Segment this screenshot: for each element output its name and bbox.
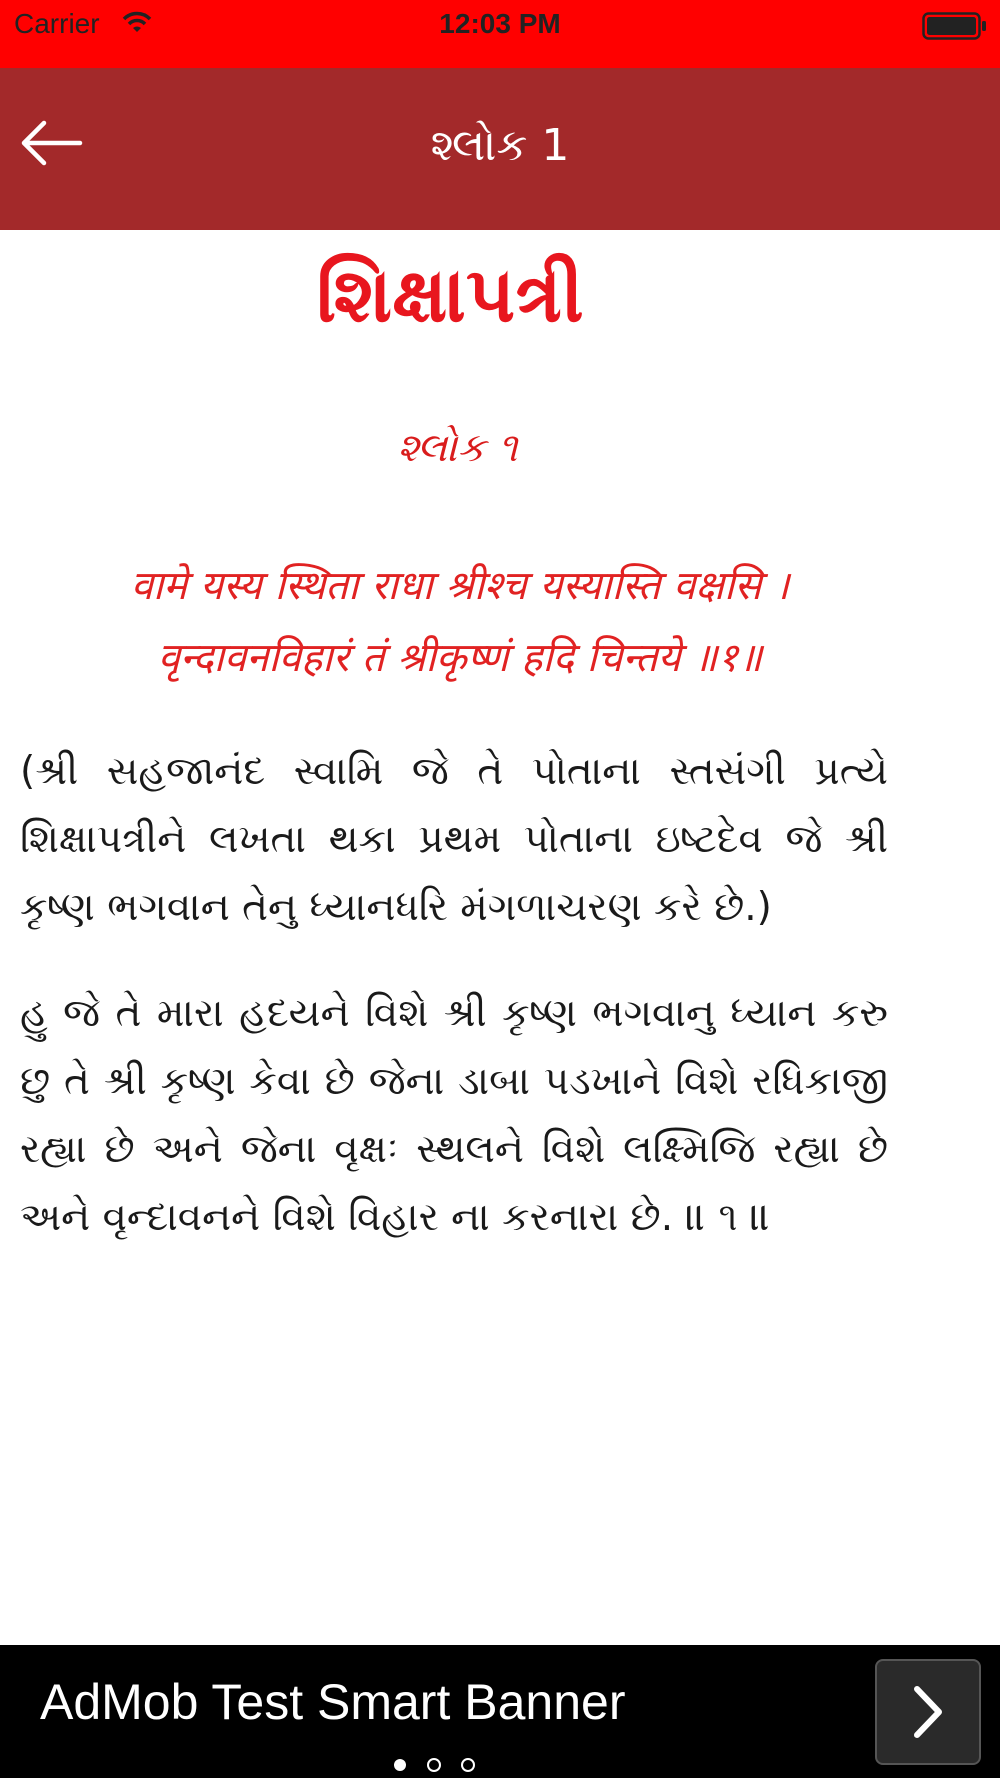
status-bar	[0, 0, 1000, 68]
verse-line: वृन्दावनविहारं तं श्रीकृष्णं हदि चिन्तये ॥१॥	[157, 635, 763, 681]
verse-line: वामे यस्य स्थिता राधा श्रीश्च यस्यास्ति वक्षसि ।	[130, 563, 790, 609]
navigation-bar	[0, 68, 1000, 230]
shlok-heading: શ્લોક ૧	[397, 425, 518, 471]
ad-text: AdMob Test Smart Banner	[40, 1674, 626, 1730]
page-dot-active	[394, 1759, 406, 1771]
page-dot	[428, 1759, 440, 1771]
status-time: 12:03 PM	[439, 8, 561, 39]
chevron-right-icon	[877, 1661, 979, 1763]
meaning-paragraph: હુ જે તે મારા હદયને વિશે શ્રી કૃષ્ણ ભગવાનુ ધ્યાન કરુ છુ તે શ્રી કૃષ્ણ કેવા છે જેના ડાબા પડખાને વિશે રધિકાજી રહ્યા છે અને જેના વૃક્ષઃ સ્થલને વિશે લક્ષ્મિજિ રહ્યા છે અને વૃન્દાવનને વિશે વિહાર ના કરનારા છે. ॥ ૧ ॥	[20, 991, 888, 1240]
sanskrit-verse	[20, 550, 900, 694]
intro-paragraph: (શ્રી સહજાનંદ સ્વામિ જે તે પોતાના સ્તસંગી પ્રત્યે શિક્ષાપત્રીને લખતા થકા પ્રથમ પોતાના ઇષ્ટદેવ જે શ્રી કૃષ્ણ ભગવાન તેનુ ધ્યાનધરિ મંગળાચરણ કરે છે.)	[20, 749, 888, 930]
page-title: શ્લોક 1	[430, 120, 570, 171]
book-title: શિક્ષાપત્રી	[316, 250, 584, 339]
battery-icon	[922, 12, 988, 47]
ad-banner[interactable]	[0, 1645, 1000, 1778]
page-dot	[462, 1759, 474, 1771]
carrier-label: Carrier	[14, 8, 100, 39]
page-indicator	[390, 1757, 480, 1773]
ad-open-button[interactable]	[875, 1659, 981, 1765]
shlok-content	[0, 230, 1000, 1645]
